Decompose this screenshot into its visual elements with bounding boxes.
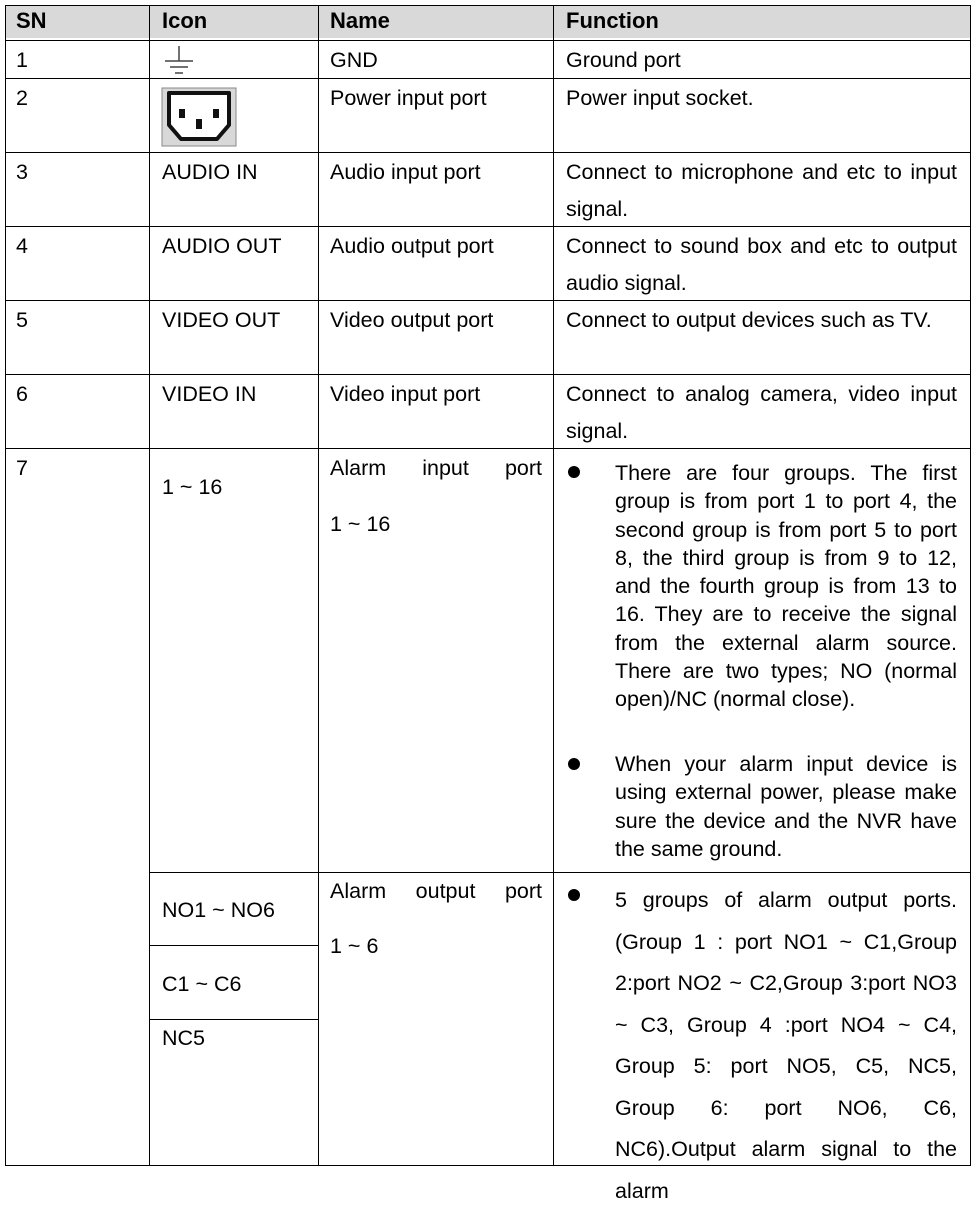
row-sn: 7 [16, 456, 28, 480]
row-name: Alarm output port [330, 879, 542, 903]
bullet-text: There are four groups. The first group is from port 1 to port 4, the second group is from port 5 to port 8, the third group is from 9 to 12, and the fourth group is from 13 to 16. They are to receive the signal from the external alarm source. There are two types; NO (normal open)/NC (normal close). [615, 461, 957, 712]
row-icon-label: NO1 ~ NO6 [162, 898, 275, 922]
row-name: Alarm input port [330, 456, 542, 480]
row-function: Power input socket. [566, 86, 754, 110]
row-name-range: 1 ~ 6 [330, 934, 379, 958]
bullet-text: 5 groups of alarm output ports. (Group 1 : port NO1 ~ C1,Group 2:port NO2 ~ C2,Group 3:port NO3 ~ C3, Group 4 :port NO4 ~ C4, Group 5: port NO5, C5, NC5, Group 6: port NO6, C6, NC6).Output alarm signal to the alarm [615, 888, 957, 1203]
row-name: GND [330, 48, 378, 72]
col-divider [553, 5, 554, 1166]
bullet [568, 466, 580, 478]
row-icon-label: AUDIO OUT [162, 234, 282, 258]
row-name: Video output port [330, 308, 494, 332]
row-name-range: 1 ~ 16 [330, 512, 391, 536]
row-function: Connect to analog camera, video input signal. [566, 382, 957, 443]
row-divider [149, 872, 971, 873]
row-sn: 5 [16, 308, 28, 332]
sub-row-divider [149, 945, 318, 946]
header-name: Name [330, 8, 390, 33]
header-icon: Icon [162, 8, 208, 33]
row-icon-label: VIDEO OUT [162, 308, 281, 332]
row-sn: 2 [16, 86, 28, 110]
border-right [970, 5, 971, 1166]
row-icon-label: AUDIO IN [162, 160, 258, 184]
row-name: Video input port [330, 382, 481, 406]
row-sn: 4 [16, 234, 28, 258]
row-name: Audio input port [330, 160, 481, 184]
row-sn: 6 [16, 382, 28, 406]
row-sn: 1 [16, 48, 28, 72]
col-divider [149, 5, 150, 1166]
row-name: Audio output port [330, 234, 494, 258]
bullet [568, 889, 580, 901]
ground-icon [162, 45, 196, 75]
border-left [5, 5, 6, 1166]
row-icon-label: 1 ~ 16 [162, 475, 223, 499]
row-function: Connect to microphone and etc to input signal. [566, 160, 957, 221]
row-icon-label: NC5 [162, 1026, 206, 1050]
row-name: Power input port [330, 86, 487, 110]
power-socket-icon [161, 87, 237, 147]
header-function: Function [566, 8, 659, 33]
row-function: Connect to sound box and etc to output audio signal. [566, 234, 957, 295]
row-function: Ground port [566, 48, 681, 72]
row-sn: 3 [16, 160, 28, 184]
row-function: Connect to output devices such as TV. [566, 308, 932, 332]
col-divider [318, 5, 319, 1166]
bullet-text: When your alarm input device is using external power, please make sure the device and the NVR have the same ground. [615, 752, 957, 861]
bullet [568, 758, 580, 770]
row-icon-label: VIDEO IN [162, 382, 257, 406]
header-sn: SN [16, 8, 47, 33]
row-icon-label: C1 ~ C6 [162, 972, 242, 996]
